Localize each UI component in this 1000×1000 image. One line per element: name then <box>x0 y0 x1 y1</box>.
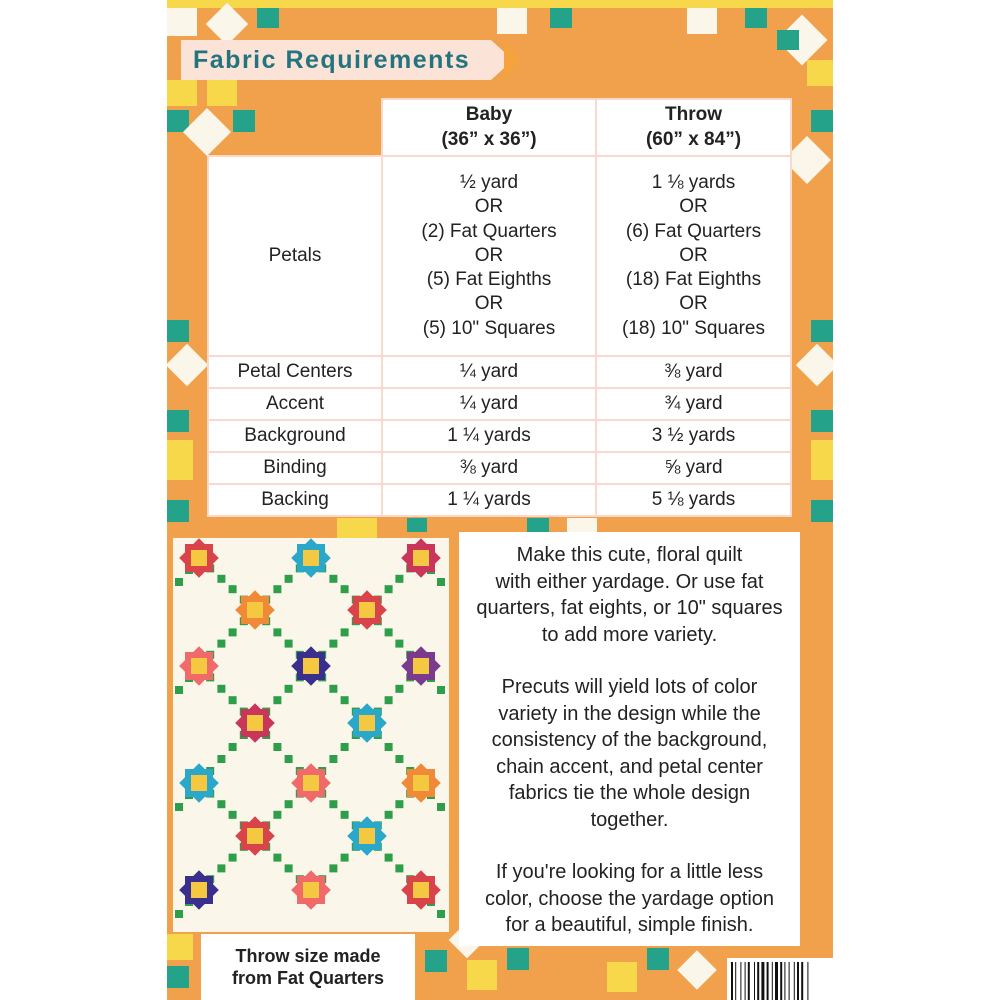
flower-center <box>303 882 319 898</box>
flower-center <box>191 658 207 674</box>
chain-square <box>385 743 393 751</box>
header-throw-dims: (60” x 84”) <box>645 128 742 150</box>
chain-square <box>341 811 349 819</box>
petals-baby <box>381 155 597 357</box>
description-paragraph: Precuts will yield lots of color variety in the design while the consistency of the background, chain accent, and petal center fabrics tie the whole design together. <box>491 676 768 831</box>
petals-throw-line: OR <box>679 244 708 266</box>
chain-square <box>385 696 393 704</box>
flower-center <box>303 550 319 566</box>
chain-square <box>175 803 183 811</box>
row-label-text: Backing <box>261 489 329 510</box>
barcode-bar <box>754 962 755 1000</box>
chain-square <box>341 743 349 751</box>
row-throw-value <box>595 419 792 453</box>
chain-square <box>175 686 183 694</box>
quilt-flower <box>291 538 331 578</box>
petals-label: Petals <box>268 245 322 266</box>
chain-square <box>273 743 281 751</box>
description-panel <box>459 532 800 946</box>
caption-line: from Fat Quarters <box>231 968 385 988</box>
barcode-bar <box>775 962 778 1000</box>
row-label-petals <box>207 155 383 357</box>
barcode-bar <box>748 962 750 1000</box>
chain-square <box>285 640 293 648</box>
baby-value: ⅜ yard <box>459 457 519 478</box>
petals-baby-line: OR <box>474 196 504 218</box>
decor-square <box>167 934 193 960</box>
chain-square <box>341 696 349 704</box>
row-throw-value <box>595 387 792 421</box>
throw-value: ⅜ yard <box>664 361 723 382</box>
quilt-flower <box>291 763 331 803</box>
barcode-bar <box>797 962 799 1000</box>
baby-value: 1 ¼ yards <box>447 425 531 446</box>
chain-square <box>175 578 183 586</box>
quilt-flower <box>179 538 219 578</box>
barcode-bar <box>757 962 759 1000</box>
decor-square <box>777 30 799 50</box>
barcode-bars <box>731 962 829 1000</box>
chain-square <box>229 743 237 751</box>
chain-square <box>285 864 293 872</box>
row-label <box>207 483 383 517</box>
decor-diamond <box>206 3 248 45</box>
flower-center <box>359 602 375 618</box>
chain-square <box>437 686 445 694</box>
chain-square <box>437 578 445 586</box>
chain-square <box>217 755 225 763</box>
chain-square <box>229 854 237 862</box>
decor-square <box>167 410 189 432</box>
decor-square <box>811 110 833 132</box>
flower-center <box>413 658 429 674</box>
row-label <box>207 387 383 421</box>
petals-throw <box>595 155 792 357</box>
barcode-bar <box>794 962 795 1000</box>
page-title: Fabric Requirements <box>193 46 471 74</box>
petals-throw-line: OR <box>679 196 708 218</box>
barcode-bar <box>740 962 741 1000</box>
chain-square <box>273 585 281 593</box>
chain-square <box>329 800 337 808</box>
chain-square <box>273 696 281 704</box>
barcode-bar <box>745 962 746 1000</box>
chain-square <box>395 640 403 648</box>
chain-square <box>395 800 403 808</box>
row-label-text: Binding <box>263 457 327 478</box>
header-throw-size: Throw <box>664 104 722 126</box>
row-label-text: Accent <box>265 393 325 414</box>
decor-square <box>607 962 637 992</box>
decor-square <box>527 518 549 532</box>
chain-square <box>273 854 281 862</box>
chain-square <box>285 800 293 808</box>
barcode-bar <box>780 962 782 1000</box>
flower-center <box>247 828 263 844</box>
quilt-caption <box>201 934 415 1000</box>
baby-value: ¼ yard <box>459 361 519 382</box>
decor-square <box>167 8 197 36</box>
decor-diamond <box>167 344 208 386</box>
decor-square <box>497 8 527 34</box>
decor-square <box>167 320 189 342</box>
chain-square <box>229 628 237 636</box>
petals-throw-line: (6) Fat Quarters <box>625 220 762 242</box>
chain-square <box>395 864 403 872</box>
throw-value: ⅝ yard <box>664 457 723 478</box>
row-baby-value <box>381 451 597 485</box>
chain-square <box>395 575 403 583</box>
row-label <box>207 451 383 485</box>
quilt-flower <box>401 646 441 686</box>
decor-square <box>687 8 717 34</box>
chain-square <box>341 585 349 593</box>
quilt-flower <box>401 870 441 910</box>
fabric-requirements-table <box>207 98 808 518</box>
barcode <box>727 958 833 1000</box>
decor-square <box>467 960 497 990</box>
throw-value: ¾ yard <box>664 393 723 414</box>
baby-value: ¼ yard <box>459 393 519 414</box>
description-paragraph: Make this cute, floral quilt with either yardage. Or use fat quarters, fat eights, or 10" squares to add more variety. <box>476 544 783 646</box>
barcode-bar <box>807 962 808 1000</box>
petals-baby-line: (5) 10" Squares <box>422 317 556 339</box>
decor-square <box>807 60 833 86</box>
decor-square <box>167 966 189 988</box>
quilt-preview-image <box>173 538 449 932</box>
decor-square <box>811 500 833 522</box>
chain-square <box>175 910 183 918</box>
quilt-flower <box>347 816 387 856</box>
quilt-flower <box>179 763 219 803</box>
flower-center <box>359 828 375 844</box>
flower-center <box>413 550 429 566</box>
row-label-text: Background <box>244 425 346 446</box>
row-label <box>207 355 383 389</box>
caption-line: Throw size made <box>235 946 381 966</box>
decor-square <box>811 440 833 480</box>
chain-square <box>329 685 337 693</box>
flower-center <box>303 658 319 674</box>
chain-square <box>229 696 237 704</box>
barcode-bar <box>761 962 764 1000</box>
quilt-flower <box>235 816 275 856</box>
chain-square <box>395 685 403 693</box>
row-baby-value <box>381 419 597 453</box>
petals-throw-line: 1 ⅛ yards <box>651 171 736 193</box>
row-baby-value <box>381 483 597 517</box>
row-label <box>207 419 383 453</box>
baby-value: 1 ¼ yards <box>447 489 531 510</box>
chain-square <box>395 755 403 763</box>
decor-square <box>167 440 193 480</box>
row-throw-value <box>595 483 792 517</box>
chain-square <box>273 811 281 819</box>
flower-center <box>247 602 263 618</box>
chain-square <box>285 685 293 693</box>
throw-value: 5 ⅛ yards <box>651 489 736 510</box>
chain-square <box>385 811 393 819</box>
decor-square <box>257 8 279 28</box>
chain-square <box>329 864 337 872</box>
quilt-flower <box>179 646 219 686</box>
row-throw-value <box>595 451 792 485</box>
description-paragraph: If you're looking for a little less color, choose the yardage option for a beautiful, simple finish. <box>484 861 775 936</box>
row-baby-value <box>381 355 597 389</box>
chain-square <box>217 640 225 648</box>
chain-square <box>217 864 225 872</box>
flower-center <box>359 715 375 731</box>
decor-square <box>167 500 189 522</box>
chain-square <box>273 628 281 636</box>
chain-square <box>437 803 445 811</box>
petals-baby-line: OR <box>474 244 504 266</box>
chain-square <box>285 575 293 583</box>
quilt-illustration <box>173 538 449 932</box>
quilt-flower <box>347 590 387 630</box>
chain-square <box>217 575 225 583</box>
flower-center <box>303 775 319 791</box>
chain-square <box>229 585 237 593</box>
barcode-bar <box>731 962 733 1000</box>
quilt-flower <box>235 590 275 630</box>
throw-value: 3 ½ yards <box>651 425 736 446</box>
header-baby <box>381 98 597 157</box>
chain-square <box>285 755 293 763</box>
petals-baby-line: ½ yard <box>459 171 519 193</box>
flower-center <box>413 775 429 791</box>
header-baby-dims: (36” x 36”) <box>441 128 537 150</box>
row-label-text: Petal Centers <box>237 361 353 382</box>
chain-square <box>385 585 393 593</box>
chain-square <box>385 854 393 862</box>
decor-square <box>425 950 447 972</box>
decor-square <box>811 410 833 432</box>
petals-baby-line: (5) Fat Eighths <box>426 269 552 291</box>
decor-square <box>647 948 669 970</box>
row-baby-value <box>381 387 597 421</box>
decor-square <box>407 518 427 532</box>
barcode-bar <box>789 962 790 1000</box>
quilt-flower <box>347 703 387 743</box>
row-throw-value <box>595 355 792 389</box>
barcode-bar <box>784 962 785 1000</box>
chain-square <box>329 640 337 648</box>
decor-square <box>811 320 833 342</box>
decor-diamond <box>677 950 717 990</box>
petals-baby-line: (2) Fat Quarters <box>421 220 557 242</box>
pattern-back-cover <box>167 0 833 1000</box>
flower-center <box>247 715 263 731</box>
flower-center <box>413 882 429 898</box>
barcode-bar <box>772 962 773 1000</box>
chain-square <box>329 575 337 583</box>
chain-square <box>341 628 349 636</box>
quilt-flower <box>291 870 331 910</box>
quilt-flower <box>235 703 275 743</box>
barcode-bar <box>767 962 769 1000</box>
barcode-bar <box>735 962 736 1000</box>
decor-square <box>507 948 529 970</box>
flower-center <box>191 775 207 791</box>
chain-square <box>385 628 393 636</box>
chain-square <box>437 910 445 918</box>
quilt-flower <box>401 538 441 578</box>
quilt-flower <box>291 646 331 686</box>
decor-square <box>337 518 377 538</box>
petals-throw-line: (18) Fat Eighths <box>625 269 762 291</box>
decor-square <box>745 8 767 28</box>
decor-square <box>167 80 197 106</box>
barcode-bar <box>801 962 803 1000</box>
header-throw <box>595 98 792 157</box>
header-baby-size: Baby <box>465 104 513 126</box>
petals-baby-line: OR <box>474 293 504 315</box>
decor-square <box>550 8 572 28</box>
petals-throw-line: OR <box>679 293 708 315</box>
flower-center <box>191 882 207 898</box>
quilt-flower <box>179 870 219 910</box>
chain-square <box>217 800 225 808</box>
petals-throw-line: (18) 10" Squares <box>622 317 765 339</box>
chain-square <box>229 811 237 819</box>
chain-square <box>217 685 225 693</box>
quilt-flower <box>401 763 441 803</box>
chain-square <box>329 755 337 763</box>
chain-square <box>341 854 349 862</box>
flower-center <box>191 550 207 566</box>
